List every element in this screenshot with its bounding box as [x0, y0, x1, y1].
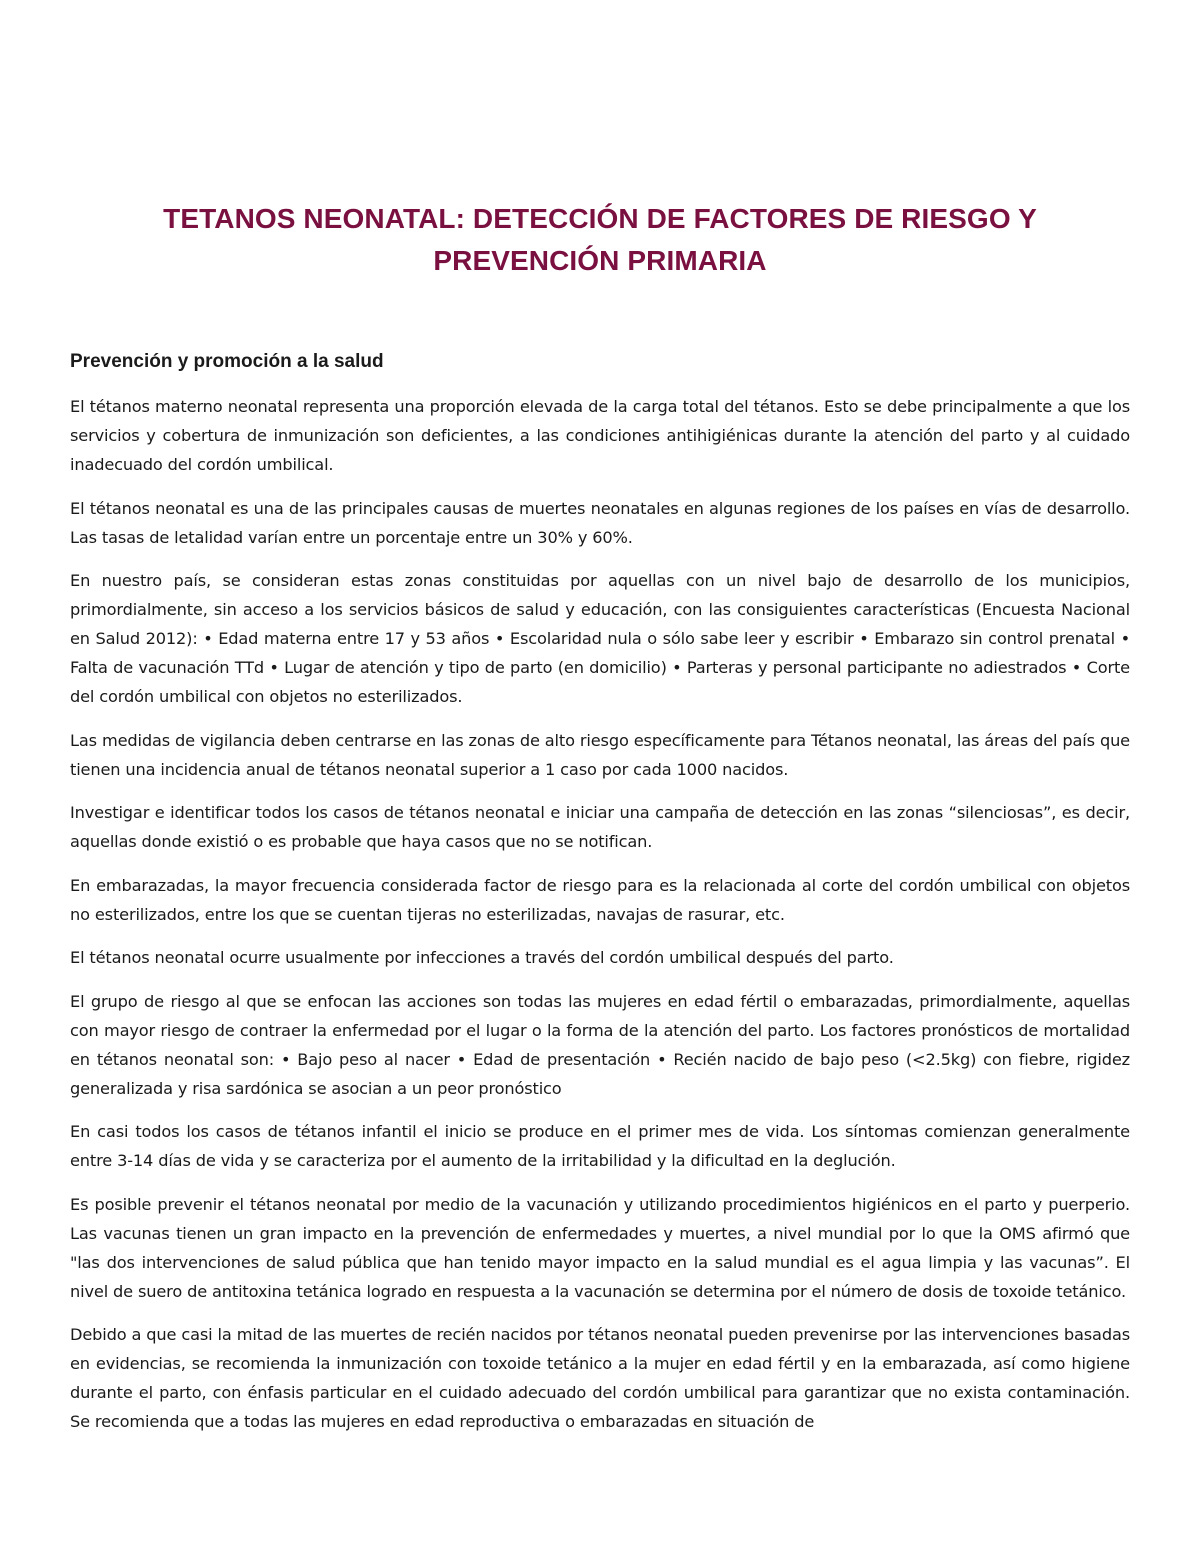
paragraph-7: El tétanos neonatal ocurre usualmente por infecciones a través del cordón umbilical después del parto. — [70, 948, 894, 967]
document-body — [70, 392, 1130, 1451]
paragraph-1: El tétanos materno neonatal representa una proporción elevada de la carga total del tétanos. Esto se debe principalmente a que los servicios y cobertura de inmunización son deficientes, a las condiciones antihigiénicas durante la atención del parto y al cuidado inadecuado del cordón umbilical. — [70, 397, 1130, 474]
paragraph-10: Es posible prevenir el tétanos neonatal por medio de la vacunación y utilizando procedimientos higiénicos en el parto y puerperio. Las vacunas tienen un gran impacto en la prevención de enfermedades y muertes, a nivel mundial por lo que la OMS afirmó que "las dos intervenciones de salud pública que han tenido mayor impacto en la salud mundial es el agua limpia y las vacunas”. El nivel de suero de antitoxina tetánica logrado en respuesta a la vacunación se determina por el número de dosis de toxoide tetánico. — [70, 1194, 1130, 1301]
paragraph-9: En casi todos los casos de tétanos infantil el inicio se produce en el primer mes de vida. Los síntomas comienzan generalmente entre 3-14 días de vida y se caracteriza por el aumento de la irritabilidad y la dificultad en la deglución. — [70, 1122, 1130, 1170]
paragraph-6: En embarazadas, la mayor frecuencia considerada factor de riesgo para es la relacionada al corte del cordón umbilical con objetos no esterilizados, entre los que se cuentan tijeras no esterilizadas, navajas de rasurar, etc. — [70, 875, 1130, 924]
document-title: TETANOS NEONATAL: DETECCIÓN DE FACTORES DE RIESGO Y PREVENCIÓN PRIMARIA — [163, 203, 1037, 276]
paragraph-3: En nuestro país, se consideran estas zonas constituidas por aquellas con un nivel bajo de desarrollo de los municipios, primordialmente, sin acceso a los servicios básicos de salud y educación, con las consiguientes características (Encuesta Nacional en Salud 2012): • Edad materna entre 17 y 53 años • Escolaridad nula o sólo sabe leer y escribir • Embarazo sin control prenatal • Falta de vacunación TTd • Lugar de atención y tipo de parto (en domicilio) • Parteras y personal participante no adiestrados • Corte del cordón umbilical con objetos no esterilizados. — [70, 571, 1130, 706]
paragraph-8: El grupo de riesgo al que se enfocan las acciones son todas las mujeres en edad fértil o embarazadas, primordialmente, aquellas con mayor riesgo de contraer la enfermedad por el lugar o la forma de la atención del parto. Los factores pronósticos de mortalidad en tétanos neonatal son: • Bajo peso al nacer • Edad de presentación • Recién nacido de bajo peso (<2.5kg) con fiebre, rigidez generalizada y risa sardónica se asocian a un peor pronóstico — [70, 991, 1130, 1098]
paragraph-4: Las medidas de vigilancia deben centrarse en las zonas de alto riesgo específicamente para Tétanos neonatal, las áreas del país que tienen una incidencia anual de tétanos neonatal superior a 1 caso por cada 1000 nacidos. — [70, 730, 1130, 779]
paragraph-2: El tétanos neonatal es una de las principales causas de muertes neonatales en algunas regiones de los países en vías de desarrollo. Las tasas de letalidad varían entre un porcentaje entre un 30% y 60%. — [70, 498, 1130, 547]
paragraph-11: Debido a que casi la mitad de las muertes de recién nacidos por tétanos neonatal pueden prevenirse por las intervenciones basadas en evidencias, se recomienda la inmunización con toxoide tetánico a la mujer en edad fértil y en la embarazada, así como higiene durante el parto, con énfasis particular en el cuidado adecuado del cordón umbilical para garantizar que no exista contaminación. Se recomienda que a todas las mujeres en edad reproductiva o embarazadas en situación de — [70, 1325, 1130, 1431]
section-heading: Prevención y promoción a la salud — [70, 351, 384, 372]
paragraph-5: Investigar e identificar todos los casos de tétanos neonatal e iniciar una campaña de detección en las zonas “silenciosas”, es decir, aquellas donde existió o es probable que haya casos que no se notifican. — [70, 803, 1130, 851]
